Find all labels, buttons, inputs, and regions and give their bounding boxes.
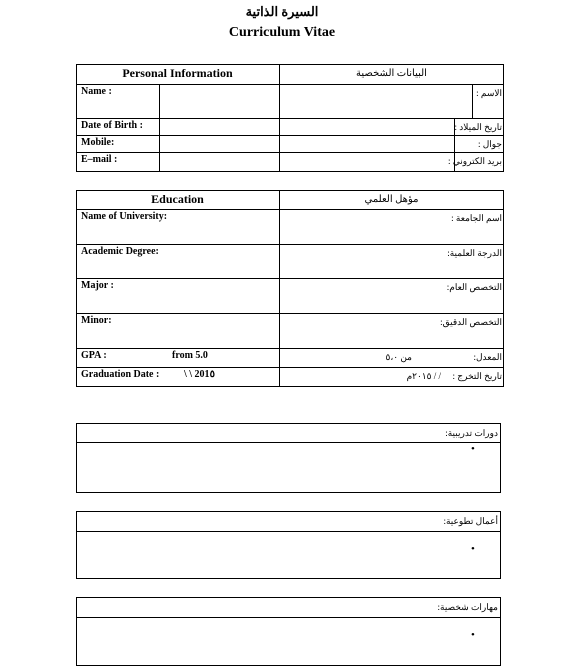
skills-bullet: •: [471, 629, 475, 641]
major-label: Major :: [81, 280, 114, 291]
dob-label: Date of Birth :: [81, 120, 143, 131]
gpa-value-ar: من ٥،٠: [385, 352, 412, 362]
volunteer-work-label: أعمال تطوعية:: [443, 516, 498, 526]
gpa-scale: from 5.0: [172, 350, 208, 361]
mobile-label: Mobile:: [81, 137, 115, 148]
education-heading-ar: مؤهل العلمي: [364, 194, 419, 205]
personal-info-heading: Personal Information: [122, 66, 233, 80]
training-courses-box: [76, 423, 501, 493]
graduation-label: Graduation Date :: [81, 369, 160, 380]
major-label-ar: التخصص العام:: [446, 282, 502, 292]
email-label-ar: بريد الكتروني :: [448, 156, 502, 166]
minor-label-ar: التخصص الدقيق:: [440, 317, 502, 327]
university-label-ar: اسم الجامعة :: [451, 213, 502, 223]
graduation-date: \ \ 201٥: [184, 369, 215, 380]
personal-info-heading-ar: البيانات الشخصية: [356, 68, 427, 79]
gpa-label: GPA :: [81, 350, 107, 361]
email-label: E–mail :: [81, 154, 118, 165]
name-label-ar: الاسم :: [476, 88, 502, 98]
minor-label: Minor:: [81, 315, 112, 326]
volunteer-work-box: [76, 511, 501, 579]
degree-label-ar: الدرجة العلمية:: [447, 248, 502, 258]
graduation-label-ar: تاريخ التخرج :: [452, 371, 502, 381]
education-heading: Education: [151, 192, 204, 206]
title-arabic: السيرة الذاتية: [245, 4, 319, 19]
training-courses-label: دورات تدريبية:: [445, 428, 498, 438]
name-label: Name :: [81, 86, 112, 97]
graduation-value-ar: / / ٢٠١٥م: [406, 371, 441, 381]
training-bullet: •: [471, 443, 475, 455]
volunteer-bullet: •: [471, 543, 475, 555]
degree-label: Academic Degree:: [81, 246, 159, 257]
university-label: Name of University:: [81, 211, 168, 222]
title-english: Curriculum Vitae: [228, 25, 336, 40]
dob-label-ar: تاريخ الميلاد :: [454, 122, 502, 132]
personal-skills-label: مهارات شخصية:: [437, 602, 498, 612]
gpa-label-ar: المعدل:: [473, 352, 502, 362]
mobile-label-ar: جوال :: [477, 139, 502, 149]
